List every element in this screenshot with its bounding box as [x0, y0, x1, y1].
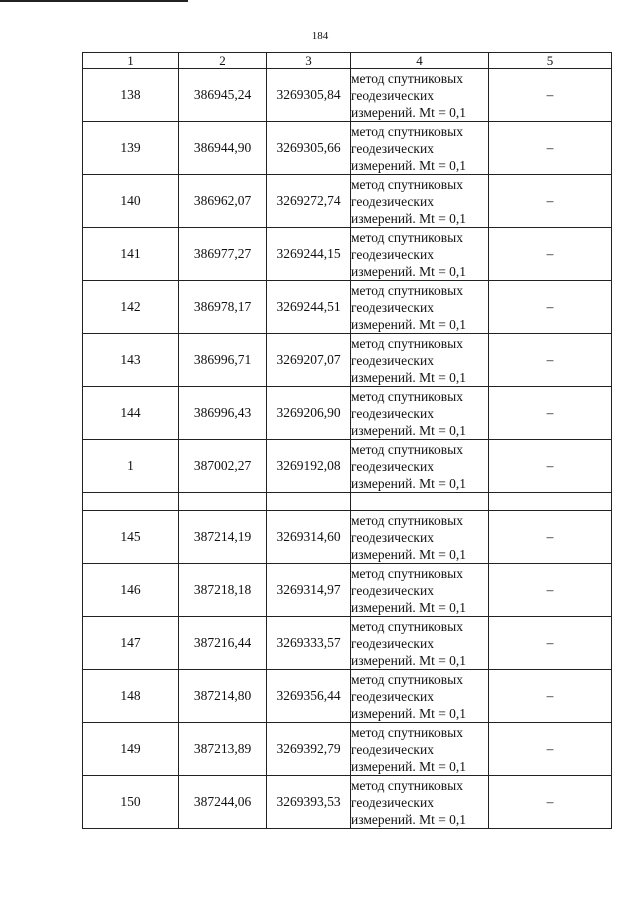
method-line: геодезических	[351, 246, 434, 262]
method-line: геодезических	[351, 458, 434, 474]
point-number-cell: 139	[83, 122, 179, 175]
method-line: метод спутниковых	[351, 441, 463, 457]
note-cell: –	[489, 776, 612, 829]
method-line: измерений. Mt = 0,1	[351, 104, 467, 120]
x-coordinate-cell: 386996,43	[179, 387, 267, 440]
empty-cell	[83, 493, 179, 511]
table-row	[83, 281, 612, 334]
x-coordinate-cell: 387218,18	[179, 564, 267, 617]
method-line: геодезических	[351, 635, 434, 651]
method-line: метод спутниковых	[351, 176, 463, 192]
point-number-cell: 140	[83, 175, 179, 228]
method-cell	[351, 334, 489, 387]
method-line: метод спутниковых	[351, 777, 463, 793]
header-row	[83, 53, 612, 69]
method-line: геодезических	[351, 352, 434, 368]
point-number-cell: 149	[83, 723, 179, 776]
y-coordinate-cell: 3269244,15	[267, 228, 351, 281]
empty-cell	[179, 493, 267, 511]
method-line: геодезических	[351, 299, 434, 315]
method-line: геодезических	[351, 794, 434, 810]
y-coordinate-cell: 3269207,07	[267, 334, 351, 387]
header-cell: 2	[179, 53, 267, 69]
x-coordinate-cell: 387244,06	[179, 776, 267, 829]
y-coordinate-cell: 3269356,44	[267, 670, 351, 723]
x-coordinate-cell: 386996,71	[179, 334, 267, 387]
method-line: метод спутниковых	[351, 724, 463, 740]
method-line: измерений. Mt = 0,1	[351, 758, 467, 774]
note-cell: –	[489, 69, 612, 122]
note-cell: –	[489, 334, 612, 387]
table-row	[83, 440, 612, 493]
method-line: измерений. Mt = 0,1	[351, 811, 467, 827]
table-row	[83, 228, 612, 281]
empty-cell	[351, 493, 489, 511]
method-line: измерений. Mt = 0,1	[351, 475, 467, 491]
table-row	[83, 670, 612, 723]
y-coordinate-cell: 3269393,53	[267, 776, 351, 829]
table-body	[83, 69, 612, 829]
method-line: геодезических	[351, 582, 434, 598]
point-number-cell: 138	[83, 69, 179, 122]
note-cell: –	[489, 440, 612, 493]
method-line: метод спутниковых	[351, 388, 463, 404]
table-row	[83, 723, 612, 776]
table-row	[83, 617, 612, 670]
note-cell: –	[489, 511, 612, 564]
x-coordinate-cell: 386945,24	[179, 69, 267, 122]
y-coordinate-cell: 3269244,51	[267, 281, 351, 334]
table-row	[83, 334, 612, 387]
header-cell: 5	[489, 53, 612, 69]
method-line: измерений. Mt = 0,1	[351, 705, 467, 721]
note-cell: –	[489, 228, 612, 281]
point-number-cell: 1	[83, 440, 179, 493]
method-cell	[351, 670, 489, 723]
y-coordinate-cell: 3269192,08	[267, 440, 351, 493]
x-coordinate-cell: 387213,89	[179, 723, 267, 776]
method-line: метод спутниковых	[351, 229, 463, 245]
method-line: геодезических	[351, 87, 434, 103]
method-cell	[351, 617, 489, 670]
method-line: измерений. Mt = 0,1	[351, 369, 467, 385]
note-cell: –	[489, 175, 612, 228]
note-cell: –	[489, 564, 612, 617]
point-number-cell: 150	[83, 776, 179, 829]
method-cell	[351, 175, 489, 228]
point-number-cell: 144	[83, 387, 179, 440]
table-row	[83, 175, 612, 228]
note-cell: –	[489, 723, 612, 776]
method-cell	[351, 776, 489, 829]
method-line: геодезических	[351, 741, 434, 757]
y-coordinate-cell: 3269272,74	[267, 175, 351, 228]
x-coordinate-cell: 387214,80	[179, 670, 267, 723]
method-line: метод спутниковых	[351, 282, 463, 298]
header-cell: 4	[351, 53, 489, 69]
empty-cell	[489, 493, 612, 511]
note-cell: –	[489, 670, 612, 723]
method-line: измерений. Mt = 0,1	[351, 546, 467, 562]
method-cell	[351, 564, 489, 617]
note-cell: –	[489, 281, 612, 334]
method-cell	[351, 69, 489, 122]
y-coordinate-cell: 3269314,97	[267, 564, 351, 617]
method-line: метод спутниковых	[351, 70, 463, 86]
method-line: метод спутниковых	[351, 123, 463, 139]
method-line: измерений. Mt = 0,1	[351, 263, 467, 279]
table-row	[83, 564, 612, 617]
empty-cell	[267, 493, 351, 511]
method-cell	[351, 122, 489, 175]
note-cell: –	[489, 617, 612, 670]
y-coordinate-cell: 3269206,90	[267, 387, 351, 440]
method-line: геодезических	[351, 193, 434, 209]
method-cell	[351, 228, 489, 281]
point-number-cell: 146	[83, 564, 179, 617]
point-number-cell: 143	[83, 334, 179, 387]
y-coordinate-cell: 3269392,79	[267, 723, 351, 776]
method-cell	[351, 511, 489, 564]
method-line: измерений. Mt = 0,1	[351, 422, 467, 438]
method-cell	[351, 440, 489, 493]
top-rule	[0, 0, 188, 2]
y-coordinate-cell: 3269305,84	[267, 69, 351, 122]
y-coordinate-cell: 3269314,60	[267, 511, 351, 564]
spacer-row	[83, 493, 612, 511]
header-cell: 1	[83, 53, 179, 69]
method-cell	[351, 281, 489, 334]
table-row	[83, 387, 612, 440]
method-cell	[351, 387, 489, 440]
point-number-cell: 145	[83, 511, 179, 564]
method-line: геодезических	[351, 529, 434, 545]
x-coordinate-cell: 387002,27	[179, 440, 267, 493]
x-coordinate-cell: 386944,90	[179, 122, 267, 175]
note-cell: –	[489, 122, 612, 175]
page-number: 184	[311, 30, 329, 42]
method-cell	[351, 723, 489, 776]
x-coordinate-cell: 387216,44	[179, 617, 267, 670]
method-line: геодезических	[351, 688, 434, 704]
table-row	[83, 511, 612, 564]
method-line: метод спутниковых	[351, 618, 463, 634]
method-line: измерений. Mt = 0,1	[351, 316, 467, 332]
method-line: метод спутниковых	[351, 565, 463, 581]
table-row	[83, 122, 612, 175]
method-line: метод спутниковых	[351, 335, 463, 351]
point-number-cell: 141	[83, 228, 179, 281]
point-number-cell: 148	[83, 670, 179, 723]
header-cell: 3	[267, 53, 351, 69]
y-coordinate-cell: 3269305,66	[267, 122, 351, 175]
method-line: метод спутниковых	[351, 671, 463, 687]
coordinates-table	[82, 52, 612, 829]
point-number-cell: 142	[83, 281, 179, 334]
x-coordinate-cell: 386962,07	[179, 175, 267, 228]
method-line: метод спутниковых	[351, 512, 463, 528]
method-line: геодезических	[351, 405, 434, 421]
method-line: измерений. Mt = 0,1	[351, 210, 467, 226]
x-coordinate-cell: 386978,17	[179, 281, 267, 334]
x-coordinate-cell: 386977,27	[179, 228, 267, 281]
y-coordinate-cell: 3269333,57	[267, 617, 351, 670]
point-number-cell: 147	[83, 617, 179, 670]
method-line: измерений. Mt = 0,1	[351, 599, 467, 615]
x-coordinate-cell: 387214,19	[179, 511, 267, 564]
method-line: измерений. Mt = 0,1	[351, 157, 467, 173]
method-line: измерений. Mt = 0,1	[351, 652, 467, 668]
method-line: геодезических	[351, 140, 434, 156]
table-row	[83, 776, 612, 829]
note-cell: –	[489, 387, 612, 440]
table-row	[83, 69, 612, 122]
